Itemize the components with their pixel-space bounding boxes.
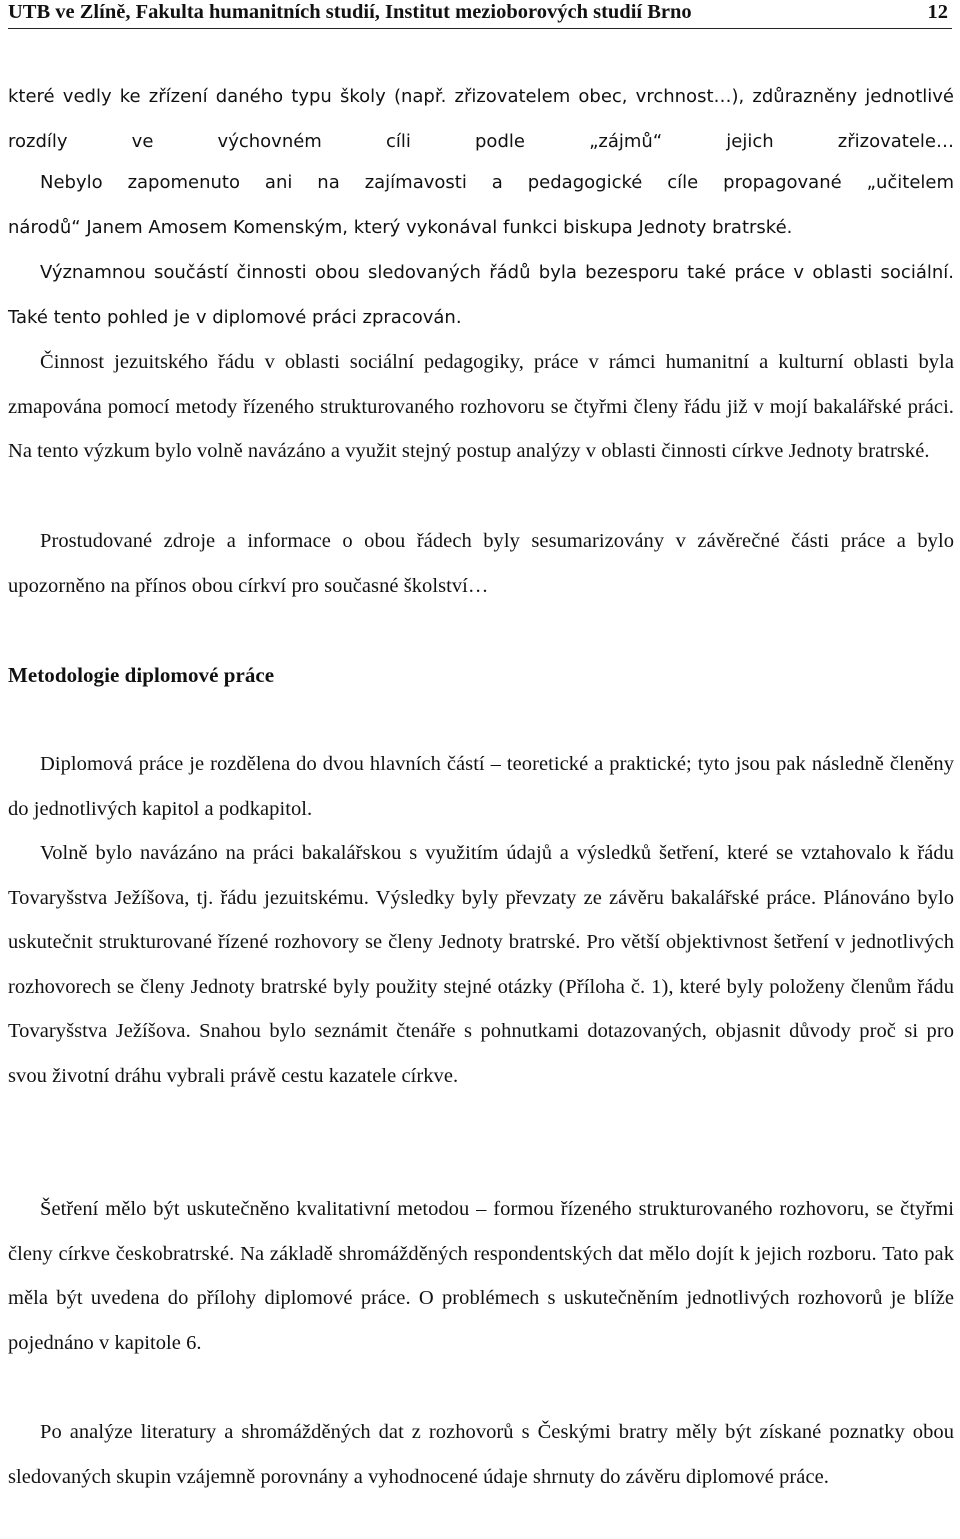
paragraph: Prostudované zdroje a informace o obou řádech byly sesumarizovány v závěrečné části práce a bylo upozorněno na přínos obou církví pro současné školství… [8,530,954,597]
paragraph-line: národů“ Janem Amosem Komenským, který vykonával funkci biskupa Jednoty bratrské. [8,217,793,238]
paragraph: Diplomová práce je rozdělena do dvou hlavních částí – teoretické a praktické; tyto jsou pak následně členěny do jednotlivých kapitol a podkapitol. [8,753,954,820]
running-header [8,0,952,29]
paragraph: Šetření mělo být uskutečněno kvalitativní metodou – formou řízeného strukturovaného rozhovoru, se čtyřmi členy církve českobratrské. Na základě shromážděných respondentských dat mělo dojít k jejich rozboru. Tato pak měla být uvedena do přílohy diplomové práce. O problémech s uskutečněním jednotlivých rozhovorů je blíže pojednáno v kapitole 6. [8,1198,954,1354]
paragraph: Volně bylo navázáno na práci bakalářskou s využitím údajů a výsledků šetření, které se vztahovalo k řádu Tovaryšstva Ježíšova, tj. řádu jezuitskému. Výsledky byly převzaty ze závěru bakalářské práce. Plánováno bylo uskutečnit strukturované řízené rozhovory se členy Jednoty bratrské. Pro větší objektivnost šetření v jednotlivých rozhovorech se členy Jednoty bratrské byly použity stejné otázky (Příloha č. 1), které byly položeny členům řádu Tovaryšstva Ježíšova. Snahou bylo seznámit čtenáře s pohnutkami dotazovaných, objasnit důvody proč si pro svou životní dráhu vybrali právě cestu kazatele církve. [8,842,954,1087]
paragraph: Významnou součástí činnosti obou sledovaných řádů byla bezesporu také práce v oblasti sociální. Také tento pohled je v diplomové práci zpracován. [8,262,954,328]
paragraph: Činnost jezuitského řádu v oblasti sociální pedagogiky, práce v rámci humanitní a kulturní oblasti byla zmapována pomocí metody řízeného strukturovaného rozhovoru se čtyřmi členy řádu již v mojí bakalářské práci. Na tento výzkum bylo volně navázáno a využit stejný postup analýzy v oblasti činnosti církve Jednoty bratrské. [8,351,954,462]
paragraph: Po analýze literatury a shromážděných dat z rozhovorů s Českými bratry měly být získané poznatky obou sledovaných skupin vzájemně porovnány a vyhodnocené údaje shrnuty do závěru diplomové práce. [8,1421,954,1488]
section-heading: Metodologie diplomové práce [8,663,275,687]
paragraph-continuation: které vedly ke zřízení daného typu školy (např. zřizovatelem obec, vrchnost…), zdůrazněny jednotlivé rozdíly ve výchovném cíli podle „zájmů“ jejich zřizovatele… [8,86,954,152]
header-title: UTB ve Zlíně, Fakulta humanitních studií, Institut mezioborových studií Brno [8,1,692,23]
page-number: 12 [927,1,948,23]
paragraph-line: Nebylo zapomenuto ani na zajímavosti a pedagogické cíle propagované „učitelem [40,172,954,193]
